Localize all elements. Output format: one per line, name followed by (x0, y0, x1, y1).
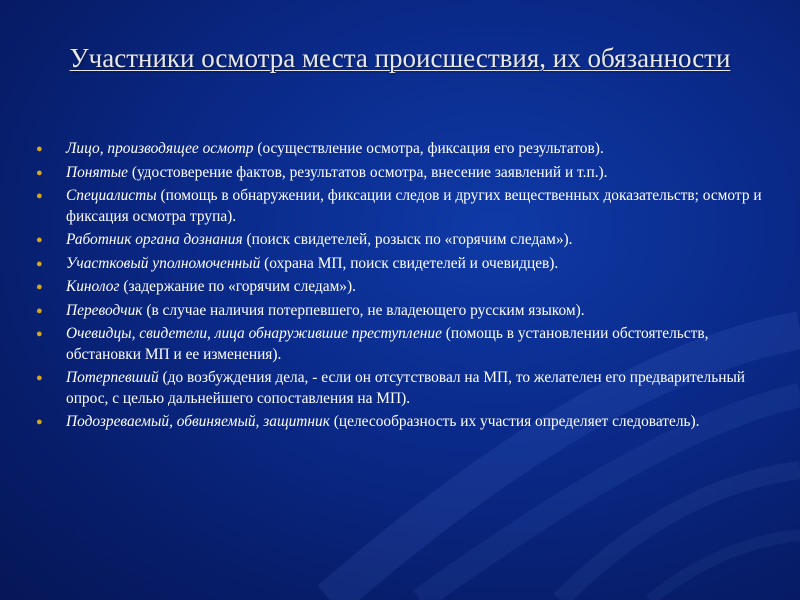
list-item (36, 412, 766, 433)
participant-duty: (удостоверение фактов, результатов осмотра, внесение заявлений и т.п.). (127, 163, 608, 181)
participant-duty: (целесообразность их участия определяет следователь). (329, 413, 700, 430)
bullet-icon: ● (36, 257, 43, 270)
list-item (36, 230, 766, 251)
bullet-icon: ● (36, 190, 43, 202)
participant-role: Лицо, производящее осмотр (66, 140, 254, 157)
participant-role: Потерпевший (66, 369, 159, 386)
participant-role: Очевидцы, свидетели, лица обнаружившие преступление (66, 325, 442, 342)
bullet-icon: ● (36, 281, 43, 293)
participant-role: Специалисты (66, 187, 157, 204)
slide-title: Участники осмотра места происшествия, их обязанности (69, 43, 731, 73)
participant-duty: (до возбуждения дела, - если он отсутствовал на МП, то желателен его предварительный опрос, с целью дальнейшего сопоставления на МП). (66, 369, 746, 407)
participant-duty: (в случае наличия потерпевшего, не владеющего русским языком). (142, 301, 585, 319)
list-item (36, 277, 766, 298)
participant-duty: (поиск свидетелей, розыск по «горячим следам»). (242, 231, 573, 248)
bullet-icon: ● (36, 304, 43, 317)
participant-role: Переводчик (66, 301, 143, 319)
list-item (36, 163, 766, 184)
participant-role: Понятые (66, 163, 128, 181)
participant-duty: (задержание по «горячим следам»). (119, 278, 356, 295)
participants-list (36, 139, 766, 436)
list-item (36, 254, 766, 275)
participant-role: Участковый уполномоченный (66, 254, 261, 272)
participant-duty: (помощь в установлении обстоятельств, обстановки МП и ее изменения). (66, 325, 709, 363)
participant-role: Работник органа дознания (66, 231, 243, 248)
list-item (36, 368, 766, 409)
participant-role: Кинолог (66, 278, 120, 295)
participant-role: Подозреваемый, обвиняемый, защитник (66, 413, 330, 430)
list-item (36, 186, 766, 227)
list-item (36, 301, 766, 322)
bullet-icon: ● (36, 328, 43, 340)
list-item (36, 324, 766, 365)
bullet-icon: ● (36, 166, 43, 179)
list-item (36, 139, 766, 160)
participant-duty: (охрана МП, поиск свидетелей и очевидцев). (260, 254, 559, 272)
bullet-icon: ● (36, 372, 43, 384)
bullet-icon: ● (36, 234, 43, 246)
bullet-icon: ● (36, 416, 43, 428)
bullet-icon: ● (36, 143, 43, 155)
participant-duty: (помощь в обнаружении, фиксации следов и других вещественных доказательств; осмотр и фиксация осмотра трупа). (66, 187, 762, 225)
participant-duty: (осуществление осмотра, фиксация его результатов). (253, 140, 604, 157)
